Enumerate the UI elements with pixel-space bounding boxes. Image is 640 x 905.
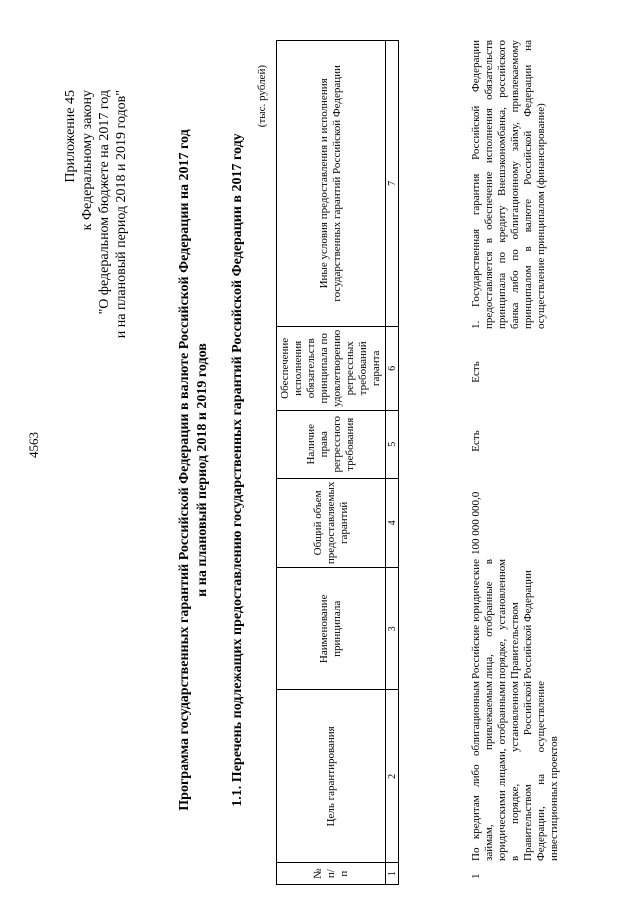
header-cell: Общий объем предоставляемых гарантий — [277, 478, 386, 568]
guarantees-table — [276, 40, 399, 885]
column-number: 5 — [386, 410, 399, 478]
row-number: 1 — [470, 873, 482, 879]
units-label: (тыс. рублей) — [256, 65, 268, 128]
row-other-conditions: 1. Государственная гарантия Российской Федерации предоставляется в обеспечение исполнения обязательств принципала по кредиту Внешэкономбанка, российского банка либо по облигационному займу, привлекаемому принципалом в валюте Российской Федерации на осуществление принципалом (финансирование) — [470, 40, 547, 329]
header-cell: Цель гарантирования — [277, 690, 386, 863]
appendix-line: Приложение 45 — [63, 90, 78, 183]
column-number: 3 — [386, 568, 399, 690]
header-cell: Обеспечение исполнения обязательств принципала по удовлетворению регрессных требований гаранта — [277, 326, 386, 410]
appendix-line: к Федеральному закону — [80, 90, 95, 231]
row-principal: Российские юридические лица, отобранные в порядке, установленном Правительством Российской Федерации — [470, 559, 534, 679]
appendix-line: "О федеральном бюджете на 2017 год — [97, 90, 112, 315]
appendix-header — [62, 90, 130, 450]
title-line: и на плановый период 2018 и 2019 годов — [195, 343, 210, 597]
appendix-line: и на плановый период 2018 и 2019 годов" — [114, 90, 129, 339]
column-number: 6 — [386, 326, 399, 410]
header-cell: Иные условия предоставления и исполнения государственных гарантий Российской Федерации — [277, 41, 386, 327]
section-title: 1.1. Перечень подлежащих предоставлению государственных гарантий Российской Федерации в 2017 году — [230, 133, 245, 807]
row-volume: 100 000 000,0 — [470, 491, 482, 555]
title-line: Программа государственных гарантий Российской Федерации в валюте Российской Федерации на 2017 год — [177, 129, 192, 811]
header-cell: № п/п — [277, 863, 386, 885]
row-regress: Есть — [470, 430, 482, 452]
page-number: 4563 — [26, 432, 41, 458]
column-number: 1 — [386, 863, 399, 885]
header-cell: Наличие права регрессного требования — [277, 410, 386, 478]
row-security: Есть — [470, 361, 482, 383]
column-number: 7 — [386, 41, 399, 327]
column-number: 2 — [386, 690, 399, 863]
column-number: 4 — [386, 478, 399, 568]
row-purpose: По кредитам либо облигационным займам, привлекаемым юридическими лицами, отобранными в порядке, установленном Правительством Российской Федерации, на осуществление инвестиционных проектов — [470, 681, 560, 861]
header-cell: Наименование принципала — [277, 568, 386, 690]
column-number-row — [386, 41, 399, 885]
document-title — [176, 75, 212, 865]
table-header-row — [277, 41, 386, 885]
